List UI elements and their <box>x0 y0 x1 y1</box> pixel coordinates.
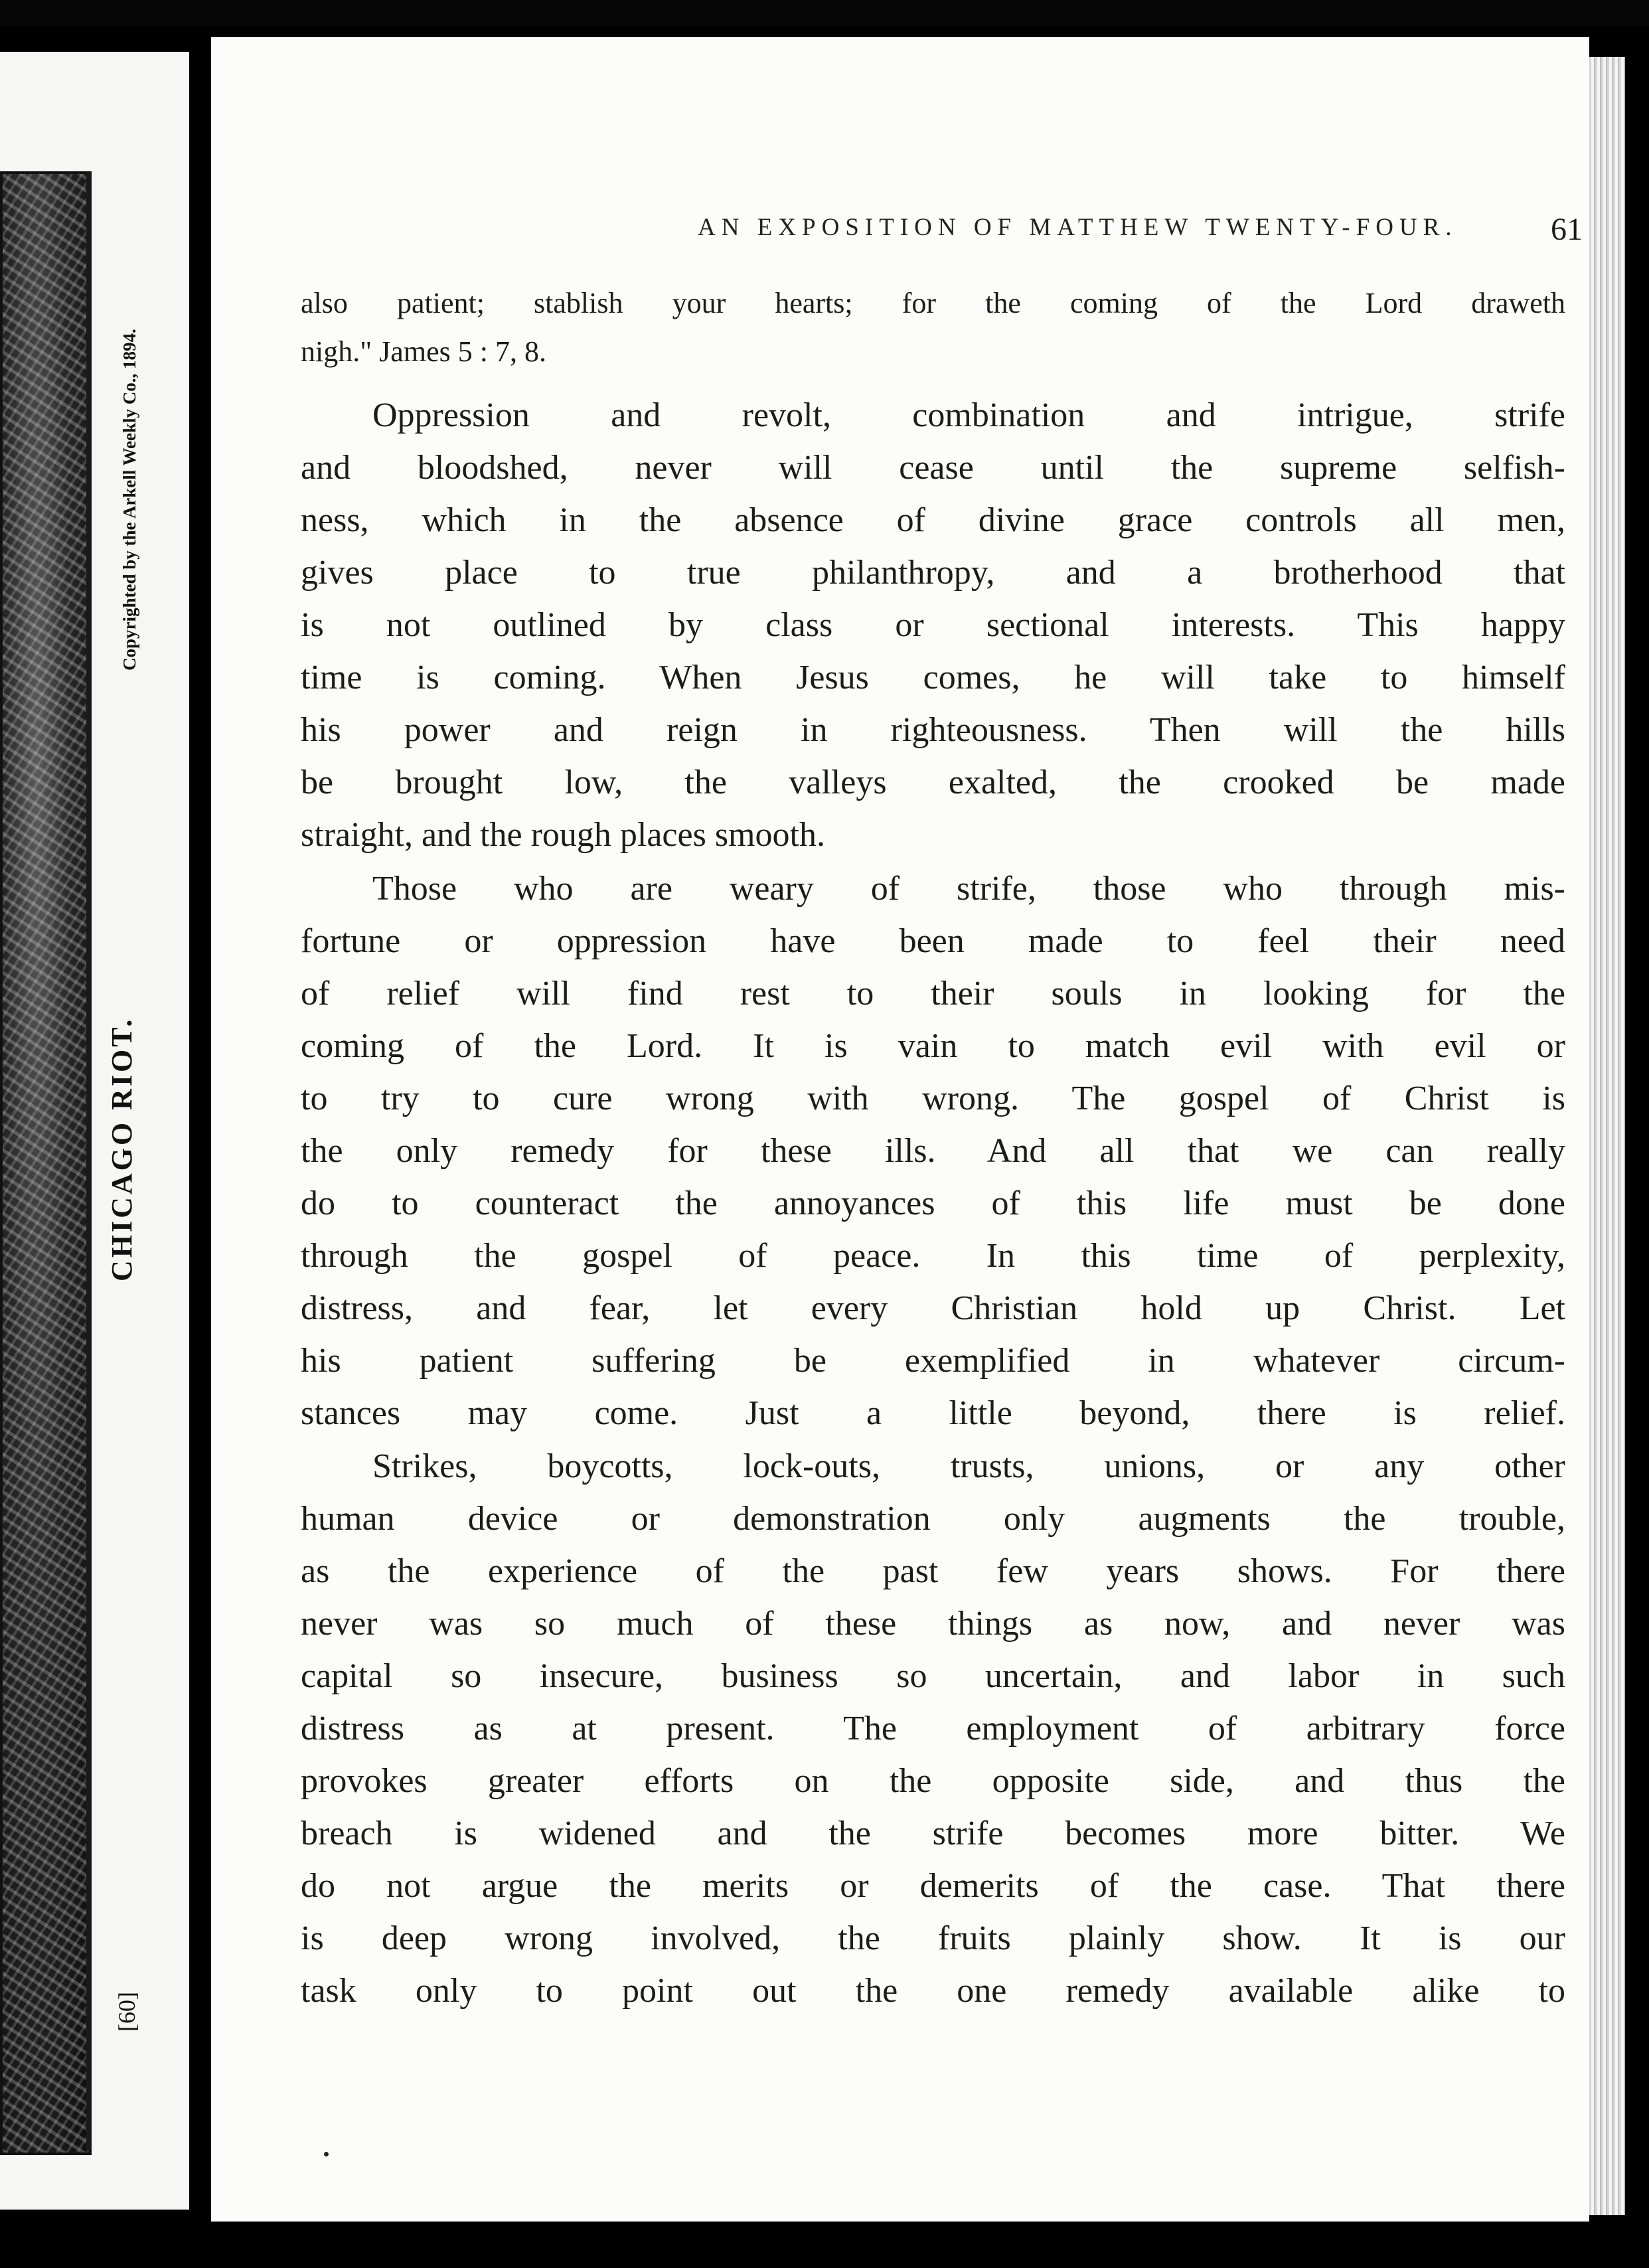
text-line: the only remedy for these ills. And all that we can really <box>301 1132 1565 1170</box>
page-text <box>211 37 1589 2222</box>
quote-line: nigh." James 5 : 7, 8. <box>301 335 546 368</box>
page-number: 61 <box>1551 212 1583 247</box>
page-stack-edge <box>1589 57 1625 2215</box>
text-line: human device or demonstration only augments the trouble, <box>301 1500 1565 1538</box>
illustration-border <box>86 171 92 2150</box>
running-head: AN EXPOSITION OF MATTHEW TWENTY-FOUR. <box>698 214 1458 241</box>
text-line: provokes greater efforts on the opposite side, and thus the <box>301 1762 1565 1800</box>
text-line: Oppression and revolt, combination and intrigue, strife <box>372 396 1565 434</box>
text-line: is not outlined by class or sectional interests. This happy <box>301 606 1565 644</box>
text-line: task only to point out the one remedy available alike to <box>301 1972 1565 2010</box>
text-line: as the experience of the past few years shows. For there <box>301 1552 1565 1590</box>
text-line: of relief will find rest to their souls in looking for the <box>301 975 1565 1012</box>
ink-speck <box>324 2152 329 2156</box>
text-line: Strikes, boycotts, lock-outs, trusts, unions, or any other <box>372 1447 1565 1485</box>
text-line: do not argue the merits or demerits of the case. That there <box>301 1867 1565 1905</box>
text-line: breach is widened and the strife becomes more bitter. We <box>301 1815 1565 1852</box>
text-line: and bloodshed, never will cease until the supreme selfish- <box>301 449 1565 487</box>
text-line: distress, and fear, let every Christian hold up Christ. Let <box>301 1289 1565 1327</box>
text-line: Those who are weary of strife, those who through mis- <box>372 870 1565 908</box>
book-gutter <box>189 27 209 2268</box>
text-line: never was so much of these things as now, and never was <box>301 1605 1565 1643</box>
text-line: be brought low, the valleys exalted, the crooked be made <box>301 764 1565 801</box>
text-line: capital so insecure, business so uncertain, and labor in such <box>301 1657 1565 1695</box>
text-line: through the gospel of peace. In this time of perplexity, <box>301 1237 1565 1275</box>
text-line: his patient suffering be exemplified in whatever circum- <box>301 1342 1565 1380</box>
text-line: straight, and the rough places smooth. <box>301 816 825 854</box>
text-line: stances may come. Just a little beyond, there is relief. <box>301 1394 1565 1432</box>
text-line: to try to cure wrong with wrong. The gospel of Christ is <box>301 1080 1565 1117</box>
book-page <box>211 37 1589 2222</box>
text-line: do to counteract the annoyances of this life must be done <box>301 1184 1565 1222</box>
text-line: coming of the Lord. It is vain to match evil with evil or <box>301 1027 1565 1065</box>
text-line: distress as at present. The employment of arbitrary force <box>301 1710 1565 1747</box>
text-line: his power and reign in righteousness. Then will the hills <box>301 711 1565 749</box>
plate-caption: CHICAGO RIOT. <box>106 1016 138 1281</box>
quote-line: also patient; stablish your hearts; for the coming of the Lord draweth <box>301 287 1565 319</box>
scan-top-border <box>0 0 1649 27</box>
text-line: gives place to true philanthropy, and a brotherhood that <box>301 554 1565 592</box>
riot-illustration <box>0 171 92 2155</box>
text-line: fortune or oppression have been made to feel their need <box>301 922 1565 960</box>
text-line: time is coming. When Jesus comes, he will take to himself <box>301 659 1565 696</box>
facing-page-number: [60] <box>114 1992 140 2032</box>
text-line: ness, which in the absence of divine grace controls all men, <box>301 501 1565 539</box>
copyright-notice: Copyrighted by the Arkell Weekly Co., 1894. <box>119 329 139 671</box>
text-line: is deep wrong involved, the fruits plainly show. It is our <box>301 1919 1565 1957</box>
